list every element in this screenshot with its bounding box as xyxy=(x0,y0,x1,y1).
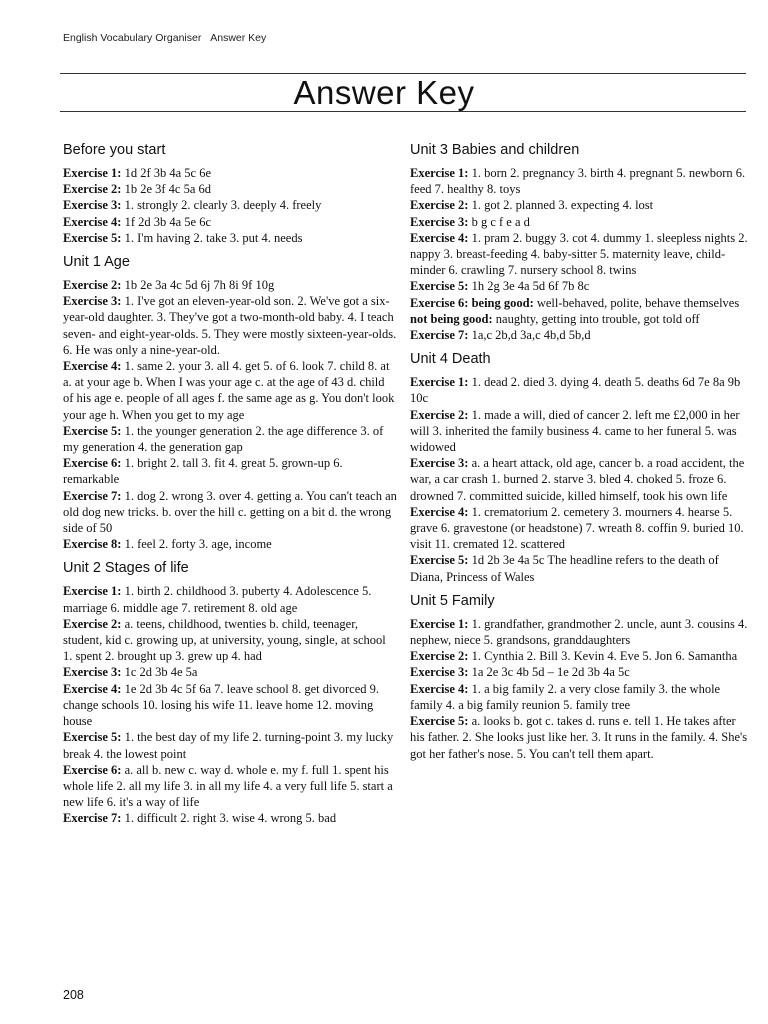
answer-text: 1. the best day of my life 2. turning-point 3. my lucky break 4. the lowest point xyxy=(63,730,394,761)
answer-category: being good: xyxy=(468,295,534,310)
section-unit-1-age xyxy=(63,252,398,552)
exercise-label: Exercise 8: xyxy=(63,537,122,552)
answer-text: 1. dog 2. wrong 3. over 4. getting a. You can't teach an old dog new tricks. b. over the hill c. getting on a bit d. the wrong side of 50 xyxy=(63,488,397,536)
page-title: Answer Key xyxy=(293,74,475,111)
answer-text: 1d 2b 3e 4a 5c The headline refers to the death of Diana, Princess of Wales xyxy=(410,553,719,584)
exercise-answer xyxy=(410,295,750,327)
exercise-label: Exercise 5: xyxy=(410,714,469,729)
exercise-answer xyxy=(410,374,750,406)
title-rule-bottom xyxy=(60,111,746,112)
exercise-label: Exercise 2: xyxy=(410,407,469,422)
answer-text: 1. I've got an eleven-year-old son. 2. We've got a six-year-old daughter. 3. They've got a two-month-old baby. 4. I teach seven- and eight-year-olds. 5. They were mostly sixteen-year-olds. 6. He was only a nine-year-old. xyxy=(63,294,397,357)
answer-text: 1. grandfather, grandmother 2. uncle, aunt 3. cousins 4. nephew, niece 5. grandsons, granddaughters xyxy=(410,616,748,648)
exercise-answer xyxy=(63,423,398,455)
exercise-answer xyxy=(63,488,398,537)
answer-category: not being good: xyxy=(410,311,493,326)
answer-text: 1. got 2. planned 3. expecting 4. lost xyxy=(468,198,654,213)
exercise-answer xyxy=(410,407,750,456)
exercise-answer xyxy=(63,810,398,826)
answer-text: 1. born 2. pregnancy 3. birth 4. pregnant 5. newborn 6. feed 7. healthy 8. toys xyxy=(410,166,746,197)
answer-text: 1b 2e 3a 4c 5d 6j 7h 8i 9f 10g xyxy=(121,278,275,293)
answer-text: a. teens, childhood, twenties b. child, teenager, student, kid c. growing up, at university, young, single, at school 1. spent 2. brought up 3. grew up 4. had xyxy=(63,616,386,664)
exercise-answer xyxy=(63,293,398,358)
exercise-answer xyxy=(63,664,398,680)
exercise-answer xyxy=(63,165,398,181)
answer-text: 1b 2e 3f 4c 5a 6d xyxy=(121,182,211,197)
answer-text: 1. pram 2. buggy 3. cot 4. dummy 1. sleepless nights 2. nappy 3. breast-feeding 4. baby-sitter 5. maternity leave, child-minder 6. crawling 7. nursery school 8. twins xyxy=(410,230,748,278)
exercise-label: Exercise 4: xyxy=(63,214,122,229)
answer-text: 1. crematorium 2. cemetery 3. mourners 4. hearse 5. grave 6. gravestone (or headstone) 7. wreath 8. coffin 9. buried 10. visit 11. cremated 12. scattered xyxy=(410,504,744,552)
exercise-label: Exercise 4: xyxy=(63,681,122,696)
exercise-answer xyxy=(410,681,750,713)
exercise-answer xyxy=(63,455,398,487)
section-heading: Before you start xyxy=(63,142,166,158)
answer-text: 1. I'm having 2. take 3. put 4. needs xyxy=(121,230,303,245)
answer-text: 1a 2e 3c 4b 5d – 1e 2d 3b 4a 5c xyxy=(468,665,630,680)
exercise-answer xyxy=(63,181,398,197)
exercise-label: Exercise 1: xyxy=(410,166,469,180)
answer-text: 1. dead 2. died 3. dying 4. death 5. deaths 6d 7e 8a 9b 10c xyxy=(410,375,741,406)
exercise-label: Exercise 7: xyxy=(410,328,469,343)
exercise-answer xyxy=(63,230,398,246)
exercise-answer xyxy=(410,664,750,680)
section-unit-3-babies-and-children xyxy=(410,140,750,343)
answer-text: 1d 2f 3b 4a 5c 6e xyxy=(121,166,211,180)
exercise-label: Exercise 2: xyxy=(63,182,122,197)
answer-text: 1. bright 2. tall 3. fit 4. great 5. grown-up 6. remarkable xyxy=(63,456,343,487)
section-unit-5-family xyxy=(410,591,750,762)
answer-text: b g c f e a d xyxy=(468,214,530,229)
section-heading: Unit 2 Stages of life xyxy=(63,560,189,577)
section-heading: Unit 4 Death xyxy=(410,351,491,368)
exercise-answer xyxy=(410,327,750,343)
exercise-answer xyxy=(410,214,750,230)
exercise-label: Exercise 2: xyxy=(410,649,469,664)
exercise-answer xyxy=(63,583,398,615)
answer-text: 1. made a will, died of cancer 2. left me £2,000 in her will 3. inherited the family business 4. came to her funeral 5. was widowed xyxy=(410,407,740,455)
exercise-label: Exercise 7: xyxy=(63,488,122,503)
exercise-answer xyxy=(63,729,398,761)
exercise-answer xyxy=(63,762,398,811)
exercise-answer xyxy=(63,536,398,552)
exercise-label: Exercise 7: xyxy=(63,811,122,826)
answer-text: naughty, getting into trouble, got told off xyxy=(492,311,700,326)
section-unit-4-death xyxy=(410,349,750,585)
section-heading: Unit 5 Family xyxy=(410,592,495,609)
answer-text: 1h 2g 3e 4a 5d 6f 7b 8c xyxy=(468,279,590,294)
answer-text: well-behaved, polite, behave themselves xyxy=(533,295,740,310)
exercise-answer xyxy=(63,277,398,293)
exercise-answer xyxy=(410,504,750,553)
answer-text: 1. feel 2. forty 3. age, income xyxy=(121,537,272,552)
exercise-label: Exercise 2: xyxy=(63,616,122,631)
exercise-label: Exercise 3: xyxy=(63,665,122,680)
answer-text: a. looks b. got c. takes d. runs e. tell 1. He takes after his father. 2. She looks just like her. 3. It runs in the family. 4. She's got her father's nose. 5. You can't tell them apart. xyxy=(410,714,748,761)
answer-text: 1. a big family 2. a very close family 3. the whole family 4. a big family reunion 5. family tree xyxy=(410,681,721,712)
answer-text: 1e 2d 3b 4c 5f 6a 7. leave school 8. get divorced 9. change schools 10. losing his wife 11. leave home 12. moving house xyxy=(63,681,379,729)
answer-text: a. a heart attack, old age, cancer b. a road accident, the war, a car crash 1. burned 2. starve 3. bled 4. choked 5. froze 6. drowned 7. committed suicide, killed himself, took his own life xyxy=(410,456,745,503)
exercise-label: Exercise 1: xyxy=(410,375,469,390)
exercise-label: Exercise 3: xyxy=(63,294,122,309)
exercise-answer xyxy=(63,616,398,665)
exercise-answer xyxy=(410,648,750,664)
exercise-label: Exercise 1: xyxy=(63,166,122,180)
exercise-label: Exercise 5: xyxy=(63,423,122,438)
section-heading: Unit 3 Babies and children xyxy=(410,142,580,158)
exercise-label: Exercise 1: xyxy=(410,616,469,631)
exercise-answer xyxy=(63,358,398,423)
exercise-label: Exercise 3: xyxy=(63,198,122,213)
exercise-answer xyxy=(410,230,750,279)
section-before-you-start xyxy=(63,140,398,246)
exercise-answer xyxy=(410,713,750,762)
exercise-answer xyxy=(63,681,398,730)
section-unit-2-stages-of-life xyxy=(63,558,398,826)
answer-text: 1. the younger generation 2. the age difference 3. of my generation 4. the generation gap xyxy=(63,423,384,455)
exercise-label: Exercise 3: xyxy=(410,456,469,471)
exercise-label: Exercise 3: xyxy=(410,665,469,680)
exercise-label: Exercise 5: xyxy=(410,553,469,568)
section-heading: Unit 1 Age xyxy=(63,254,130,271)
answer-text: 1f 2d 3b 4a 5e 6c xyxy=(121,214,211,229)
exercise-answer xyxy=(63,214,398,230)
exercise-answer xyxy=(410,278,750,294)
running-section: Answer Key xyxy=(210,32,267,44)
exercise-answer xyxy=(410,616,750,648)
right-column xyxy=(410,140,750,768)
exercise-answer xyxy=(410,552,750,584)
answer-text: 1c 2d 3b 4e 5a xyxy=(121,665,198,680)
exercise-label: Exercise 5: xyxy=(63,730,122,745)
page-number: 208 xyxy=(63,988,84,1002)
exercise-label: Exercise 4: xyxy=(63,359,122,374)
answer-text: 1. Cynthia 2. Bill 3. Kevin 4. Eve 5. Jon 6. Samantha xyxy=(468,649,738,664)
answer-text: 1. strongly 2. clearly 3. deeply 4. freely xyxy=(121,198,322,213)
exercise-label: Exercise 3: xyxy=(410,214,469,229)
answer-text: 1a,c 2b,d 3a,c 4b,d 5b,d xyxy=(468,328,591,343)
answer-text: 1. difficult 2. right 3. wise 4. wrong 5. bad xyxy=(121,811,337,826)
answer-text: 1. same 2. your 3. all 4. get 5. of 6. look 7. child 8. at a. at your age b. When I was your age c. at the age of 43 d. child of his age e. people of all ages f. the same age as g. You don't look your age h. When you get to my age xyxy=(63,359,395,422)
exercise-label: Exercise 4: xyxy=(410,681,469,696)
answer-text: a. all b. new c. way d. whole e. my f. full 1. spent his whole life 2. all my life 3. in all my life 4. a very full life 5. start a new life 6. it's a way of life xyxy=(63,762,393,810)
exercise-answer xyxy=(410,197,750,213)
exercise-answer xyxy=(410,165,750,197)
book-title: English Vocabulary Organiser xyxy=(63,32,202,44)
exercise-label: Exercise 6: xyxy=(410,295,469,310)
exercise-label: Exercise 4: xyxy=(410,230,469,245)
exercise-label: Exercise 2: xyxy=(410,198,469,213)
exercise-answer xyxy=(410,455,750,504)
exercise-label: Exercise 5: xyxy=(63,230,122,245)
answer-text: 1. birth 2. childhood 3. puberty 4. Adolescence 5. marriage 6. middle age 7. retirement 8. old age xyxy=(63,584,372,615)
left-column xyxy=(63,140,398,833)
exercise-label: Exercise 6: xyxy=(63,762,122,777)
exercise-label: Exercise 2: xyxy=(63,278,122,293)
exercise-label: Exercise 5: xyxy=(410,279,469,294)
exercise-answer xyxy=(63,197,398,213)
running-header xyxy=(63,32,266,44)
exercise-label: Exercise 4: xyxy=(410,504,469,519)
exercise-label: Exercise 6: xyxy=(63,456,122,471)
exercise-label: Exercise 1: xyxy=(63,584,122,599)
